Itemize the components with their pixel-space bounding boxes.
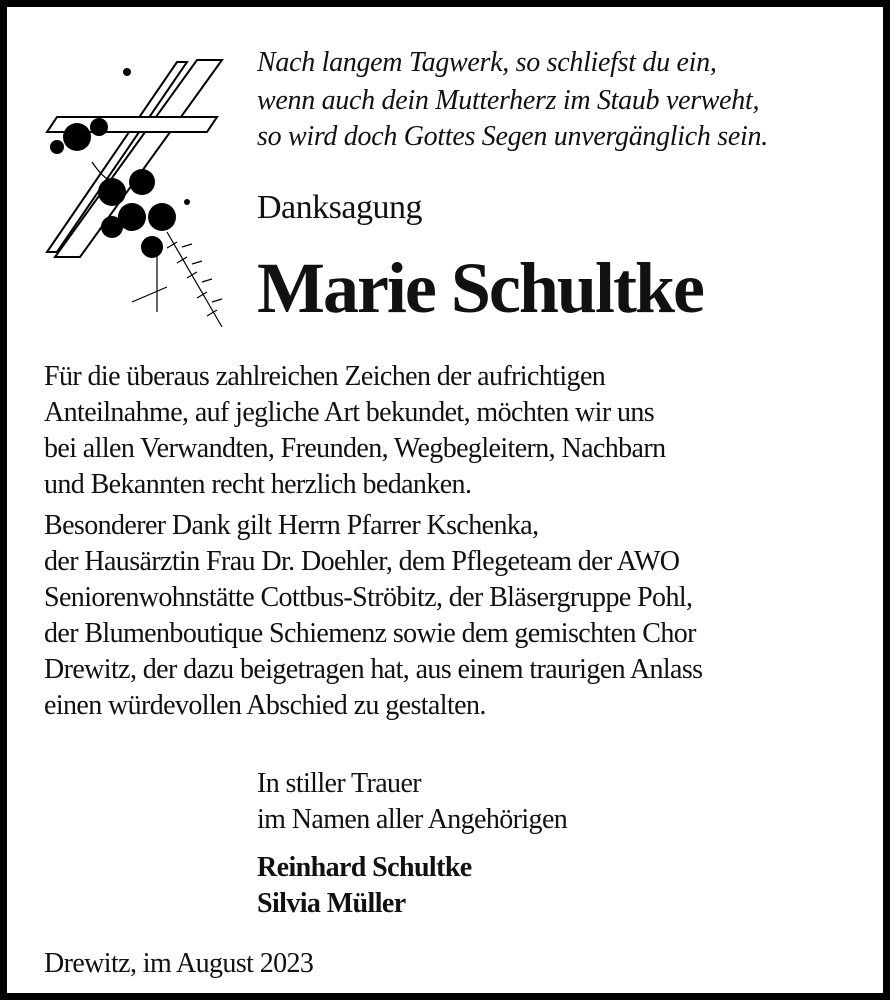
body-line: Seniorenwohnstätte Cottbus-Ströbitz, der Bläsergruppe Pohl, (44, 582, 693, 613)
body-line: Drewitz, der dazu beigetragen hat, aus einem traurigen Anlass (44, 654, 703, 685)
place-date: Drewitz, im August 2023 (44, 948, 314, 979)
poem-line: Nach langem Tagwerk, so schliefst du ein, (257, 47, 717, 78)
signatory: Silvia Müller (257, 888, 406, 919)
poem-line: so wird doch Gottes Segen unvergänglich sein. (257, 121, 768, 152)
body-line: bei allen Verwandten, Freunden, Wegbegleitern, Nachbarn (44, 433, 666, 464)
signatory: Reinhard Schultke (257, 852, 472, 883)
body-line: Besonderer Dank gilt Herrn Pfarrer Kschenka, (44, 510, 539, 541)
deceased-name: Marie Schultke (257, 248, 703, 328)
cross-with-roses-icon (37, 52, 227, 332)
body-line: Anteilnahme, auf jegliche Art bekundet, möchten wir uns (44, 397, 655, 428)
body-line: der Blumenboutique Schiemenz sowie dem gemischten Chor (44, 618, 696, 649)
body-line: und Bekannten recht herzlich bedanken. (44, 469, 472, 500)
closing-line: In stiller Trauer (257, 768, 422, 799)
body-line: einen würdevollen Abschied zu gestalten. (44, 690, 486, 721)
body-line: Für die überaus zahlreichen Zeichen der aufrichtigen (44, 361, 606, 392)
body-line: der Hausärztin Frau Dr. Doehler, dem Pflegeteam der AWO (44, 546, 680, 577)
heading: Danksagung (257, 189, 422, 226)
poem-line: wenn auch dein Mutterherz im Staub verweht, (257, 85, 760, 116)
closing-line: im Namen aller Angehörigen (257, 804, 568, 835)
